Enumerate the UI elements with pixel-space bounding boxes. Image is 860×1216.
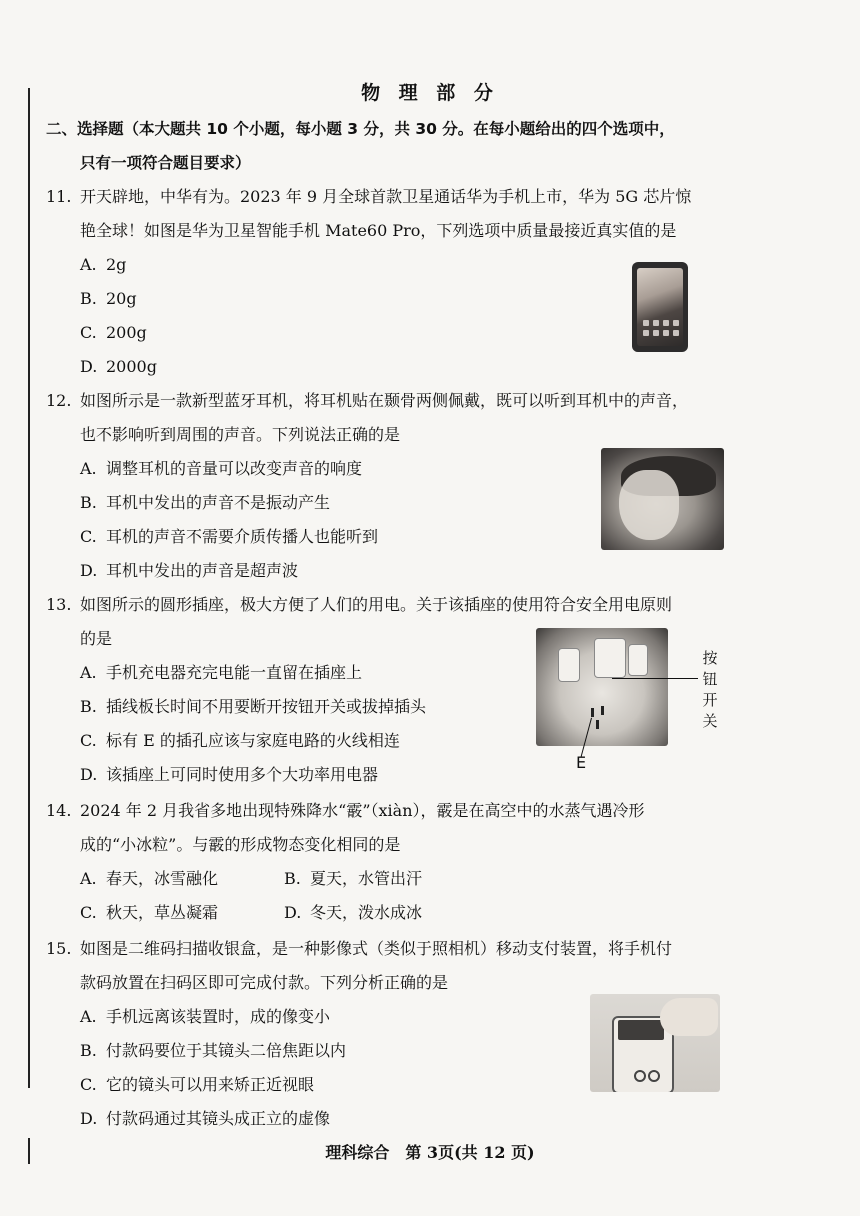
option-a-text: 调整耳机的音量可以改变声音的响度 xyxy=(106,459,363,478)
option-c-letter: C. xyxy=(80,1075,97,1094)
scanner-photo xyxy=(590,994,720,1092)
question-number: 12. xyxy=(46,391,72,410)
option-c-text: 200g xyxy=(106,323,147,342)
question-stem-line2: 成的“小冰粒”。与霰的形成物态变化相同的是 xyxy=(80,835,401,854)
option-c-letter: C. xyxy=(80,323,97,342)
option-c-letter: C. xyxy=(80,527,97,546)
option-c-letter: C. xyxy=(80,731,97,750)
option-d-text: 耳机中发出的声音是超声波 xyxy=(106,561,299,580)
option-c-letter: C. xyxy=(80,903,97,922)
option-a-text: 手机远离该装置时，成的像变小 xyxy=(106,1007,331,1026)
option-a-text: 2g xyxy=(106,255,127,274)
earphone-photo xyxy=(601,448,724,550)
option-d-text: 付款码通过其镜头成正立的虚像 xyxy=(106,1109,331,1128)
option-a-letter: A. xyxy=(80,1007,97,1026)
question-stem-line1: 开天辟地，中华有为。2023 年 9 月全球首款卫星通话华为手机上市，华为 5G 芯片惊 xyxy=(80,187,692,206)
option-a-text: 春天，冰雪融化 xyxy=(106,869,219,888)
option-c-text: 它的镜头可以用来矫正近视眼 xyxy=(106,1075,315,1094)
option-a-letter: A. xyxy=(80,663,97,682)
option-a-text: 手机充电器充完电能一直留在插座上 xyxy=(106,663,363,682)
option-b-text: 夏天，水管出汗 xyxy=(310,869,423,888)
question-stem-line2: 款码放置在扫码区即可完成付款。下列分析正确的是 xyxy=(80,973,449,992)
question-number: 11. xyxy=(46,187,72,206)
section-title: 物 理 部 分 xyxy=(361,82,499,104)
option-c-text: 秋天，草丛凝霜 xyxy=(106,903,219,922)
question-stem-line2: 的是 xyxy=(80,629,113,648)
question-stem-line1: 如图所示是一款新型蓝牙耳机，将耳机贴在颞骨两侧佩戴，既可以听到耳机中的声音， xyxy=(80,391,689,410)
question-number: 13. xyxy=(46,595,72,614)
option-d-letter: D. xyxy=(80,1109,98,1128)
section-instructions-line2: 只有一项符合题目要求） xyxy=(80,154,251,172)
option-b-letter: B. xyxy=(80,493,97,512)
option-a-letter: A. xyxy=(80,255,97,274)
question-stem-line1: 如图所示的圆形插座，极大方便了人们的用电。关于该插座的使用符合安全用电原则 xyxy=(80,595,673,614)
switch-label: 按钮开关 xyxy=(702,649,718,730)
option-b-text: 20g xyxy=(106,289,137,308)
option-b-letter: B. xyxy=(284,869,301,888)
option-a-letter: A. xyxy=(80,459,97,478)
option-b-letter: B. xyxy=(80,289,97,308)
option-d-text: 2000g xyxy=(106,357,157,376)
switch-leader-line xyxy=(612,678,698,679)
margin-line xyxy=(28,88,30,1088)
option-b-letter: B. xyxy=(80,1041,97,1060)
question-stem-line1: 如图是二维码扫描收银盒，是一种影像式（类似于照相机）移动支付装置，将手机付 xyxy=(80,939,673,958)
option-c-text: 耳机的声音不需要介质传播人也能听到 xyxy=(106,527,379,546)
option-b-text: 耳机中发出的声音不是振动产生 xyxy=(106,493,331,512)
option-d-letter: D. xyxy=(284,903,302,922)
option-b-letter: B. xyxy=(80,697,97,716)
section-instructions-line1: 二、选择题（本大题共 10 个小题，每小题 3 分，共 30 分。在每小题给出的四个选项中， xyxy=(46,120,675,138)
question-stem-line1: 2024 年 2 月我省多地出现特殊降水“霰”（xiàn），霰是在高空中的水蒸气遇冷形 xyxy=(80,801,645,820)
option-b-text: 付款码要位于其镜头二倍焦距以内 xyxy=(106,1041,347,1060)
question-number: 15. xyxy=(46,939,72,958)
question-stem-line2: 也不影响听到周围的声音。下列说法正确的是 xyxy=(80,425,401,444)
page-footer: 理科综合 第 3页(共 12 页) xyxy=(325,1143,535,1162)
option-d-text: 冬天，泼水成冰 xyxy=(310,903,423,922)
option-b-text: 插线板长时间不用要断开按钮开关或拔掉插头 xyxy=(106,697,427,716)
option-c-text: 标有 E 的插孔应该与家庭电路的火线相连 xyxy=(106,731,400,750)
option-d-letter: D. xyxy=(80,765,98,784)
option-a-letter: A. xyxy=(80,869,97,888)
question-number: 14. xyxy=(46,801,72,820)
socket-photo xyxy=(536,628,668,746)
option-d-text: 该插座上可同时使用多个大功率用电器 xyxy=(106,765,379,784)
e-label: E xyxy=(576,753,587,772)
option-d-letter: D. xyxy=(80,561,98,580)
option-d-letter: D. xyxy=(80,357,98,376)
question-stem-line2: 艳全球！如图是华为卫星智能手机 Mate60 Pro，下列选项中质量最接近真实值的是 xyxy=(80,221,677,240)
phone-photo xyxy=(632,262,688,352)
